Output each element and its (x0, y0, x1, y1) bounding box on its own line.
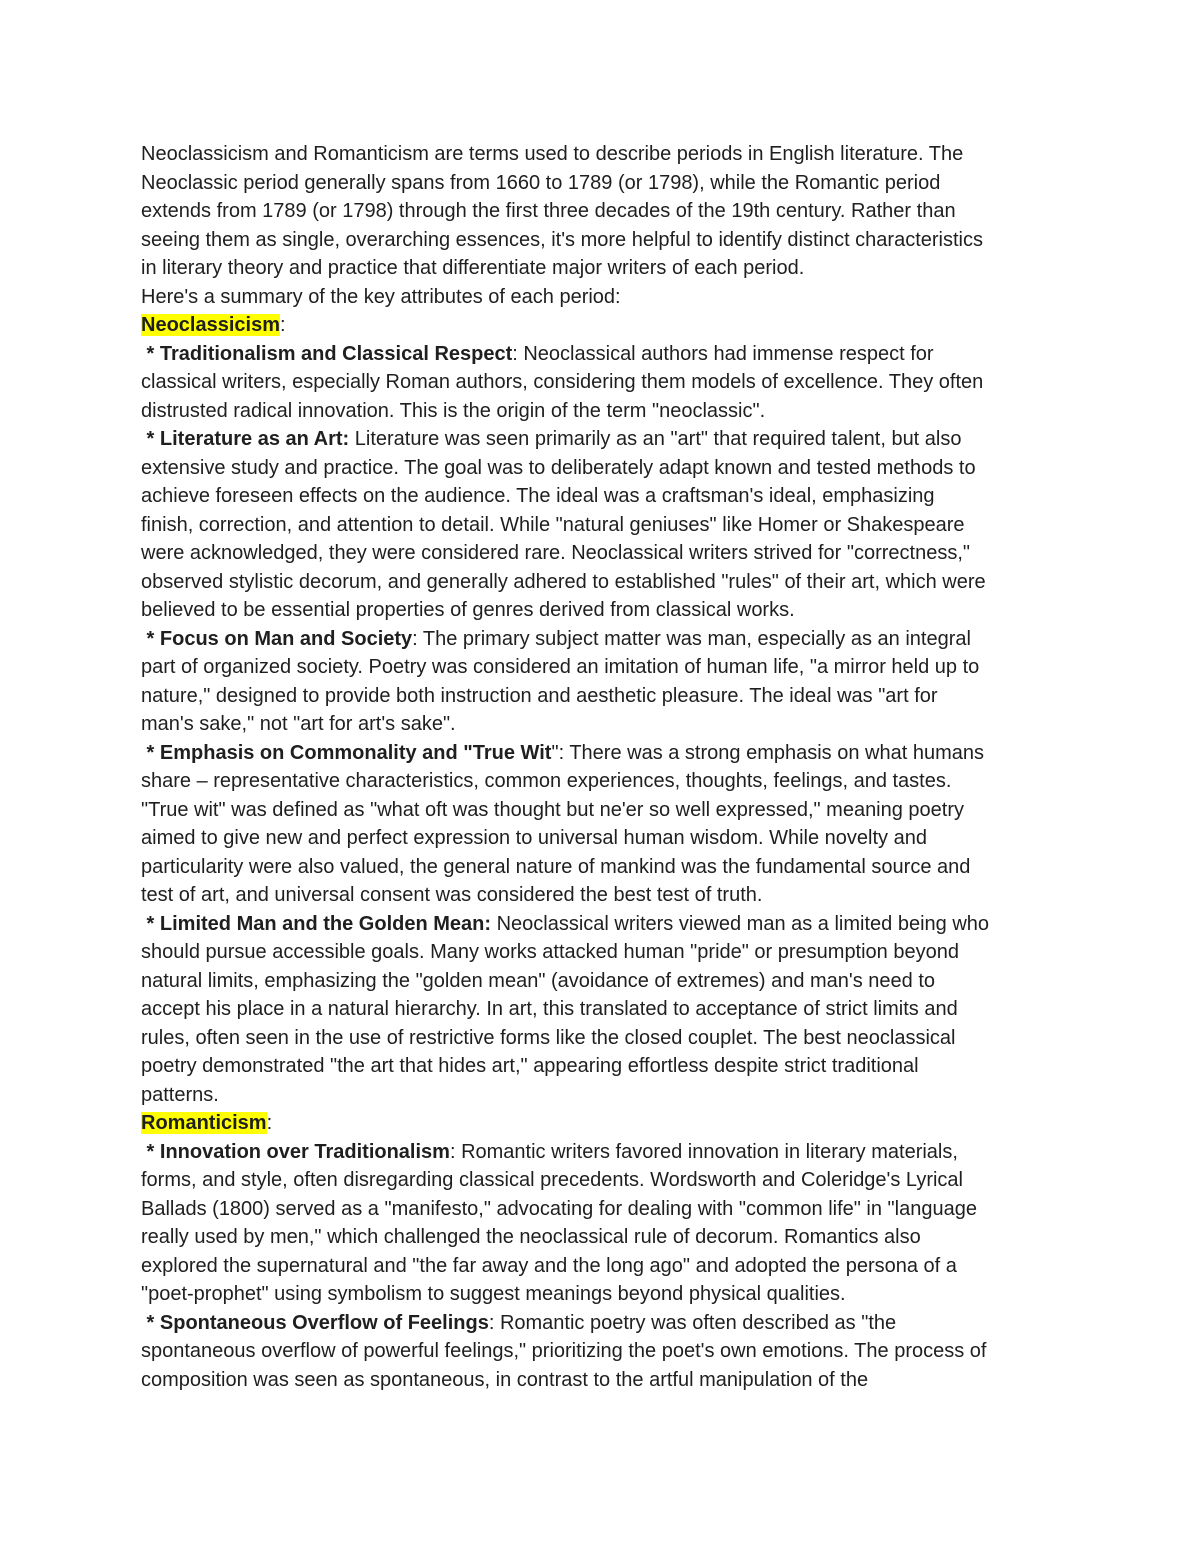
text-run: : (279, 314, 286, 336)
text-line (141, 283, 1071, 312)
text-line (141, 169, 1071, 198)
section-heading: Neoclassicism (141, 314, 280, 336)
text-run: patterns. (141, 1083, 219, 1106)
text-run: rules, often seen in the use of restrictive forms like the closed couplet. The best neoclassical (141, 1026, 956, 1049)
text-run: in literary theory and practice that differentiate major writers of each period. (141, 257, 805, 279)
text-run: : (266, 1112, 273, 1134)
text-run: "True wit" was defined as "what oft was thought but ne'er so well expressed," meaning poetry (141, 798, 965, 821)
text-run: test of art, and universal consent was considered the best test of truth. (141, 884, 763, 906)
text-line (141, 1309, 1071, 1338)
text-run: distrusted radical innovation. This is the origin of the term "neoclassic". (141, 399, 766, 422)
text-run: explored the supernatural and "the far away and the long ago" and adopted the persona of a (141, 1254, 957, 1277)
text-run: aimed to give new and perfect expression to universal human wisdom. While novelty and (141, 827, 927, 849)
text-line (141, 1252, 1071, 1281)
text-line (141, 1081, 1071, 1110)
text-run: : Romantic poetry was often described as "the (488, 1311, 897, 1334)
text-line (141, 853, 1071, 882)
text-run: : Romantic writers favored innovation in literary materials, (449, 1140, 958, 1163)
text-line (141, 767, 1071, 796)
text-run: Neoclassic period generally spans from 1660 to 1789 (or 1798), while the Romantic period (141, 171, 941, 194)
text-line (141, 254, 1071, 283)
text-run: nature," designed to provide both instruction and aesthetic pleasure. The ideal was "art for (141, 684, 938, 707)
text-line (141, 340, 1071, 369)
text-run: : Neoclassical authors had immense respect for (512, 342, 934, 365)
text-line (141, 1052, 1071, 1081)
text-run: poetry demonstrated "the art that hides art," appearing effortless despite strict traditional (141, 1055, 919, 1077)
text-line (141, 881, 1071, 910)
text-run: were acknowledged, they were considered rare. Neoclassical writers strived for "correctness," (141, 542, 970, 564)
document-body (141, 140, 1071, 1394)
text-run: really used by men," which challenged the neoclassical rule of decorum. Romantics also (141, 1226, 921, 1248)
bold-term: * Spontaneous Overflow of Feelings (141, 1311, 489, 1334)
text-run: Ballads (1800) served as a "manifesto," advocating for dealing with "common life" in "language (141, 1197, 977, 1220)
text-run: "poet-prophet" using symbolism to suggest meanings beyond physical qualities. (141, 1283, 846, 1305)
text-line (141, 226, 1071, 255)
text-line (141, 1280, 1071, 1309)
text-line (141, 425, 1071, 454)
text-run: classical writers, especially Roman authors, considering them models of excellence. They often (141, 371, 984, 393)
text-line (141, 682, 1071, 711)
text-run: extends from 1789 (or 1798) through the first three decades of the 19th century. Rather than (141, 200, 956, 222)
text-line (141, 311, 1071, 340)
text-line (141, 967, 1071, 996)
text-run: man's sake," not "art for art's sake". (141, 713, 456, 735)
bold-term: * Literature as an Art: (141, 428, 350, 450)
text-line (141, 596, 1071, 625)
text-run: should pursue accessible goals. Many works attacked human "pride" or presumption beyond (141, 941, 959, 963)
text-line (141, 1166, 1071, 1195)
text-line (141, 1109, 1071, 1138)
text-line (141, 796, 1071, 825)
text-line (141, 1223, 1071, 1252)
section-heading: Romanticism (141, 1112, 267, 1134)
text-run: natural limits, emphasizing the "golden mean" (avoidance of extremes) and man's need to (141, 969, 936, 992)
text-line (141, 539, 1071, 568)
text-run: Neoclassical writers viewed man as a limited being who (491, 912, 990, 935)
text-run: part of organized society. Poetry was considered an imitation of human life, "a mirror held up to (141, 656, 980, 678)
text-line (141, 1337, 1071, 1366)
text-run: : The primary subject matter was man, especially as an integral (412, 627, 971, 650)
text-run: Neoclassicism and Romanticism are terms used to describe periods in English literature. The (141, 143, 964, 165)
bold-term: * Limited Man and the Golden Mean: (141, 912, 492, 935)
text-run: composition was seen as spontaneous, in contrast to the artful manipulation of the (141, 1368, 869, 1391)
text-line (141, 1195, 1071, 1224)
text-run: forms, and style, often disregarding classical precedents. Wordsworth and Coleridge's Lyrical (141, 1169, 963, 1191)
text-run: ": There was a strong emphasis on what humans (551, 741, 984, 764)
text-line (141, 397, 1071, 426)
text-line (141, 368, 1071, 397)
text-line (141, 653, 1071, 682)
text-line (141, 995, 1071, 1024)
text-line (141, 140, 1071, 169)
text-run: seeing them as single, overarching essences, it's more helpful to identify distinct characteristics (141, 228, 983, 251)
text-run: extensive study and practice. The goal was to deliberately adapt known and tested methods to (141, 456, 976, 479)
text-line (141, 568, 1071, 597)
text-line (141, 197, 1071, 226)
text-line (141, 1138, 1071, 1167)
text-line (141, 482, 1071, 511)
text-line (141, 910, 1071, 939)
text-line (141, 938, 1071, 967)
text-line (141, 739, 1071, 768)
text-run: accept his place in a natural hierarchy. In art, this translated to acceptance of strict limits and (141, 998, 958, 1020)
text-run: Literature was seen primarily as an "art" that required talent, but also (349, 428, 962, 450)
bold-term: * Traditionalism and Classical Respect (141, 342, 513, 365)
text-line (141, 625, 1071, 654)
text-line (141, 824, 1071, 853)
bold-term: * Focus on Man and Society (141, 627, 413, 650)
text-line (141, 511, 1071, 540)
text-run: particularity were also valued, the general nature of mankind was the fundamental source and (141, 855, 971, 878)
text-line (141, 454, 1071, 483)
text-run: believed to be essential properties of genres derived from classical works. (141, 599, 795, 621)
text-line (141, 710, 1071, 739)
text-run: finish, correction, and attention to detail. While "natural geniuses" like Homer or Shakespeare (141, 513, 965, 536)
text-run: spontaneous overflow of powerful feelings," prioritizing the poet's own emotions. The process of (141, 1340, 987, 1362)
bold-term: * Innovation over Traditionalism (141, 1140, 450, 1163)
text-run: observed stylistic decorum, and generally adhered to established "rules" of their art, which were (141, 570, 986, 593)
text-line (141, 1366, 1071, 1395)
bold-term: * Emphasis on Commonality and "True Wit (141, 741, 552, 764)
text-line (141, 1024, 1071, 1053)
text-run: Here's a summary of the key attributes of each period: (141, 285, 621, 308)
text-run: share – representative characteristics, common experiences, thoughts, feelings, and tastes. (141, 770, 952, 792)
text-run: achieve foreseen effects on the audience. The ideal was a craftsman's ideal, emphasizing (141, 485, 935, 507)
